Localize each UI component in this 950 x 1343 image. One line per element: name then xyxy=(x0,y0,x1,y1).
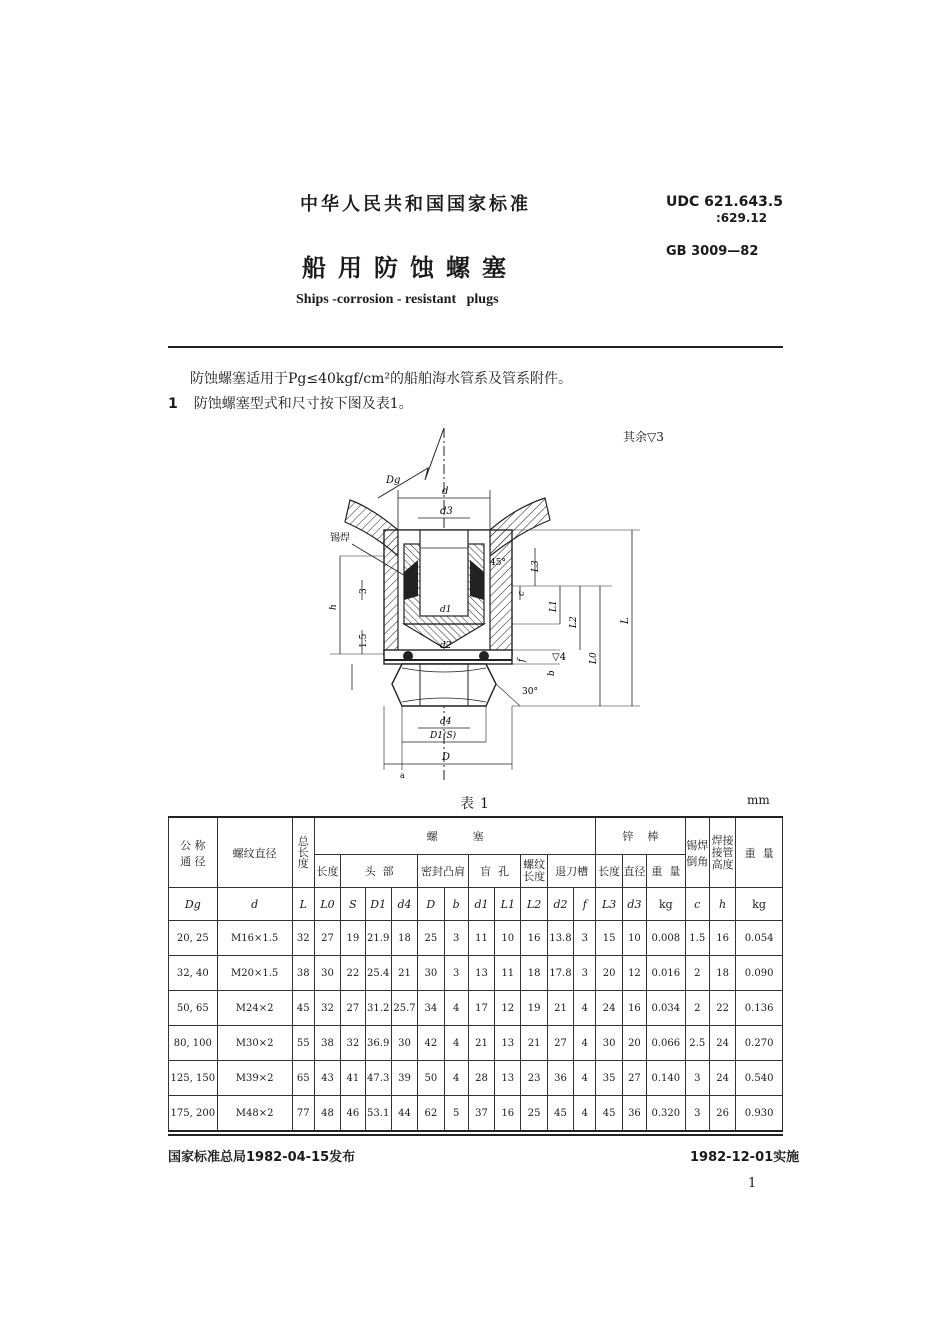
table-cell: 11 xyxy=(468,921,494,956)
label-dg: Dg xyxy=(386,475,401,486)
table-cell: 13.8 xyxy=(547,921,573,956)
clause-text: 防蚀螺塞型式和尺寸按下图及表1。 xyxy=(193,396,413,412)
table-cell: 175, 200 xyxy=(169,1096,218,1132)
table-cell: 21 xyxy=(391,956,417,991)
table-row xyxy=(169,991,783,1026)
table-cell: 65 xyxy=(292,1061,314,1096)
table-cell: M20×1.5 xyxy=(217,956,292,991)
table-cell: 27 xyxy=(622,1061,646,1096)
table-cell: 21 xyxy=(521,1026,547,1061)
table-cell: 4 xyxy=(444,1061,468,1096)
table-unit: mm xyxy=(747,793,770,807)
data-rows xyxy=(169,921,783,1132)
table-cell: 30 xyxy=(314,956,340,991)
symbol-cell: L2 xyxy=(521,888,547,921)
table-cell: 0.054 xyxy=(736,921,783,956)
table-caption: 表1 xyxy=(460,796,495,812)
table-cell: 11 xyxy=(495,956,521,991)
th-zinc-rod: 锌 棒 xyxy=(596,817,685,855)
table-cell: 34 xyxy=(418,991,444,1026)
symbol-cell: c xyxy=(685,888,709,921)
document-title-en: Ships -corrosion - resistant plugs xyxy=(296,292,499,307)
table-cell: 32 xyxy=(314,991,340,1026)
label-l3: L3 xyxy=(531,560,541,572)
table-row xyxy=(169,1026,783,1061)
table-cell: 32 xyxy=(292,921,314,956)
label-d2: d2 xyxy=(440,641,452,651)
label-a: a xyxy=(400,771,405,780)
th-solder-chamfer: 锡焊 倒角 xyxy=(685,817,709,888)
table-cell: M16×1.5 xyxy=(217,921,292,956)
table-cell: 43 xyxy=(314,1061,340,1096)
th-rod-weight: 重 量 xyxy=(647,855,686,888)
table-cell: 0.066 xyxy=(647,1026,686,1061)
table-cell: 38 xyxy=(292,956,314,991)
table-cell: 18 xyxy=(709,956,735,991)
table-cell: 36 xyxy=(622,1096,646,1132)
th-thread-len: 螺纹 长度 xyxy=(521,855,547,888)
table-cell: 20 xyxy=(622,1026,646,1061)
standard-org-title: 中华人民共和国国家标准 xyxy=(300,194,531,215)
table-cell: 50 xyxy=(418,1061,444,1096)
table-cell: 4 xyxy=(574,991,596,1026)
table-cell: 3 xyxy=(444,956,468,991)
th-thread-dia: 螺纹直径 xyxy=(217,817,292,888)
intro-paragraph: 防蚀螺塞适用于Pg≤40kgf/cm²的船舶海水管系及管系附件。 xyxy=(190,371,572,387)
issued-date: 国家标准总局1982-04-15发布 xyxy=(168,1150,356,1165)
symbol-cell: d3 xyxy=(622,888,646,921)
table-cell: 48 xyxy=(314,1096,340,1132)
label-d: d xyxy=(442,486,449,497)
symbol-cell: d1 xyxy=(468,888,494,921)
table-cell: 41 xyxy=(341,1061,365,1096)
th-weld-height: 焊接 接管 高度 xyxy=(709,817,735,888)
symbol-cell: kg xyxy=(647,888,686,921)
table-cell: 0.034 xyxy=(647,991,686,1026)
udc-code: UDC 621.643.5 xyxy=(666,194,783,210)
label-D: D xyxy=(442,752,451,763)
label-d1s: D1(S) xyxy=(430,731,457,741)
table-cell: 3 xyxy=(685,1096,709,1132)
table-cell: 25 xyxy=(418,921,444,956)
th-seal-boss: 密封凸肩 xyxy=(418,855,469,888)
table-cell: 42 xyxy=(418,1026,444,1061)
table-cell: 4 xyxy=(574,1061,596,1096)
symbol-cell: b xyxy=(444,888,468,921)
label-d3: d3 xyxy=(440,506,453,517)
table-cell: 16 xyxy=(622,991,646,1026)
table-cell: 3 xyxy=(685,1061,709,1096)
label-l0: L0 xyxy=(589,652,599,664)
table-cell: 50, 65 xyxy=(169,991,218,1026)
table-row xyxy=(169,1096,783,1132)
table-cell: 13 xyxy=(468,956,494,991)
table-cell: 45 xyxy=(596,1096,622,1132)
zinc-rod xyxy=(420,530,468,616)
table-cell: 10 xyxy=(622,921,646,956)
table-cell: M39×2 xyxy=(217,1061,292,1096)
table-cell: 20 xyxy=(596,956,622,991)
table-cell: 30 xyxy=(391,1026,417,1061)
table-cell: 32, 40 xyxy=(169,956,218,991)
label-roughness-4: ▽4 xyxy=(552,652,567,663)
table-cell: 19 xyxy=(341,921,365,956)
table-cell: 24 xyxy=(709,1061,735,1096)
table-cell: 46 xyxy=(341,1096,365,1132)
table-cell: 77 xyxy=(292,1096,314,1132)
hex-head xyxy=(392,664,496,706)
symbol-cell: S xyxy=(341,888,365,921)
symbol-cell: d xyxy=(217,888,292,921)
label-1-5: 1.5 xyxy=(359,633,369,648)
table-cell: 10 xyxy=(495,921,521,956)
table-cell: 0.016 xyxy=(647,956,686,991)
th-rod-dia: 直径 xyxy=(622,855,646,888)
table-cell: 0.930 xyxy=(736,1096,783,1132)
table-cell: 16 xyxy=(521,921,547,956)
label-3: 3 xyxy=(359,588,369,594)
table-cell: 23 xyxy=(521,1061,547,1096)
spec-table xyxy=(168,816,783,1132)
symbol-cell: L0 xyxy=(314,888,340,921)
table-cell: 22 xyxy=(341,956,365,991)
table-cell: 62 xyxy=(418,1096,444,1132)
table-cell: 4 xyxy=(574,1026,596,1061)
table-cell: 39 xyxy=(391,1061,417,1096)
table-cell: 17.8 xyxy=(547,956,573,991)
label-b: b xyxy=(547,670,557,676)
symbol-cell: L xyxy=(292,888,314,921)
table-cell: 30 xyxy=(418,956,444,991)
table-cell: 18 xyxy=(521,956,547,991)
table-cell: 3 xyxy=(444,921,468,956)
symbol-cell: Dg xyxy=(169,888,218,921)
table-cell: 53.1 xyxy=(365,1096,391,1132)
table-cell: 20, 25 xyxy=(169,921,218,956)
th-nominal: 公 称 通 径 xyxy=(169,817,218,888)
label-30deg: 30° xyxy=(522,687,538,697)
th-relief: 退刀槽 xyxy=(547,855,596,888)
table-cell: 32 xyxy=(341,1026,365,1061)
th-total-len: 总 长 度 xyxy=(292,817,314,888)
table-cell: 4 xyxy=(574,1096,596,1132)
table-cell: 28 xyxy=(468,1061,494,1096)
effective-date: 1982-12-01实施 xyxy=(690,1150,800,1165)
symbol-cell: f xyxy=(574,888,596,921)
table-cell: 26 xyxy=(709,1096,735,1132)
table-cell: 80, 100 xyxy=(169,1026,218,1061)
th-rod-len: 长度 xyxy=(596,855,622,888)
label-l2: L2 xyxy=(569,616,579,628)
symbol-row xyxy=(169,888,783,921)
symbol-cell: d4 xyxy=(391,888,417,921)
table-cell: 13 xyxy=(495,1061,521,1096)
table-cell: 25 xyxy=(521,1096,547,1132)
table-cell: 36.9 xyxy=(365,1026,391,1061)
table-cell: 25.4 xyxy=(365,956,391,991)
symbol-cell: D1 xyxy=(365,888,391,921)
table-cell: 18 xyxy=(391,921,417,956)
table-cell: 31.2 xyxy=(365,991,391,1026)
table-cell: 24 xyxy=(596,991,622,1026)
th-plug: 螺 塞 xyxy=(314,817,596,855)
th-head: 头 部 xyxy=(341,855,418,888)
table-cell: 47.3 xyxy=(365,1061,391,1096)
symbol-cell: D xyxy=(418,888,444,921)
table-cell: 4 xyxy=(444,1026,468,1061)
table-cell: 2 xyxy=(685,956,709,991)
table-cell: M30×2 xyxy=(217,1026,292,1061)
table-cell: 16 xyxy=(709,921,735,956)
table-cell: M24×2 xyxy=(217,991,292,1026)
table-cell: 0.090 xyxy=(736,956,783,991)
th-length: 长度 xyxy=(314,855,340,888)
table-cell: 19 xyxy=(521,991,547,1026)
th-blind-hole: 盲 孔 xyxy=(468,855,521,888)
table-cell: 21 xyxy=(547,991,573,1026)
table-cell: 2 xyxy=(685,991,709,1026)
table-row xyxy=(169,1061,783,1096)
table-cell: 55 xyxy=(292,1026,314,1061)
clause-number: 1 xyxy=(168,396,178,412)
table-cell: 3 xyxy=(574,956,596,991)
table-cell: 35 xyxy=(596,1061,622,1096)
table-cell: 38 xyxy=(314,1026,340,1061)
symbol-cell: d2 xyxy=(547,888,573,921)
table-cell: 0.540 xyxy=(736,1061,783,1096)
label-f: f xyxy=(517,658,527,662)
document-title-cn: 船用防蚀螺塞 xyxy=(302,254,518,282)
table-cell: 0.270 xyxy=(736,1026,783,1061)
table-cell: 24 xyxy=(709,1026,735,1061)
table-cell: 125, 150 xyxy=(169,1061,218,1096)
label-d1: d1 xyxy=(440,605,452,615)
table-cell: 0.008 xyxy=(647,921,686,956)
table-cell: 22 xyxy=(709,991,735,1026)
label-l1: L1 xyxy=(549,600,559,612)
table-cell: 37 xyxy=(468,1096,494,1132)
table-cell: 12 xyxy=(495,991,521,1026)
table-cell: 17 xyxy=(468,991,494,1026)
table-cell: 27 xyxy=(547,1026,573,1061)
table-cell: 27 xyxy=(341,991,365,1026)
table-cell: 4 xyxy=(444,991,468,1026)
page-number: 1 xyxy=(748,1176,757,1191)
table-cell: 0.136 xyxy=(736,991,783,1026)
udc-code-sub: :629.12 xyxy=(716,211,768,225)
table-cell: 5 xyxy=(444,1096,468,1132)
table-cell: 16 xyxy=(495,1096,521,1132)
table-cell: 44 xyxy=(391,1096,417,1132)
symbol-cell: kg xyxy=(736,888,783,921)
gb-number: GB 3009—82 xyxy=(666,244,759,259)
table-cell: 0.320 xyxy=(647,1096,686,1132)
table-cell: 45 xyxy=(292,991,314,1026)
break-line xyxy=(378,428,444,498)
table-cell: 2.5 xyxy=(685,1026,709,1061)
footer-rule xyxy=(168,1134,783,1136)
label-c: c xyxy=(517,590,527,596)
label-d4: d4 xyxy=(440,717,452,727)
table-cell: 12 xyxy=(622,956,646,991)
symbol-cell: h xyxy=(709,888,735,921)
roughness-note: 其余▽3 xyxy=(623,430,664,444)
table-cell: 13 xyxy=(495,1026,521,1061)
label-l: L xyxy=(620,617,631,624)
label-45deg: 45° xyxy=(490,558,506,568)
table-cell: 15 xyxy=(596,921,622,956)
table-cell: 21 xyxy=(468,1026,494,1061)
table-cell: 25.7 xyxy=(391,991,417,1026)
table-row xyxy=(169,956,783,991)
symbol-cell: L1 xyxy=(495,888,521,921)
label-solder: 锡焊 xyxy=(330,533,350,544)
symbol-cell: L3 xyxy=(596,888,622,921)
table-cell: 45 xyxy=(547,1096,573,1132)
label-h: h xyxy=(329,604,339,610)
table-cell: 1.5 xyxy=(685,921,709,956)
table-cell: M48×2 xyxy=(217,1096,292,1132)
table-cell: 27 xyxy=(314,921,340,956)
th-weight: 重 量 xyxy=(736,817,783,888)
table-cell: 3 xyxy=(574,921,596,956)
table-cell: 21.9 xyxy=(365,921,391,956)
table-cell: 36 xyxy=(547,1061,573,1096)
table-row xyxy=(169,921,783,956)
table-cell: 30 xyxy=(596,1026,622,1061)
table-cell: 0.140 xyxy=(647,1061,686,1096)
